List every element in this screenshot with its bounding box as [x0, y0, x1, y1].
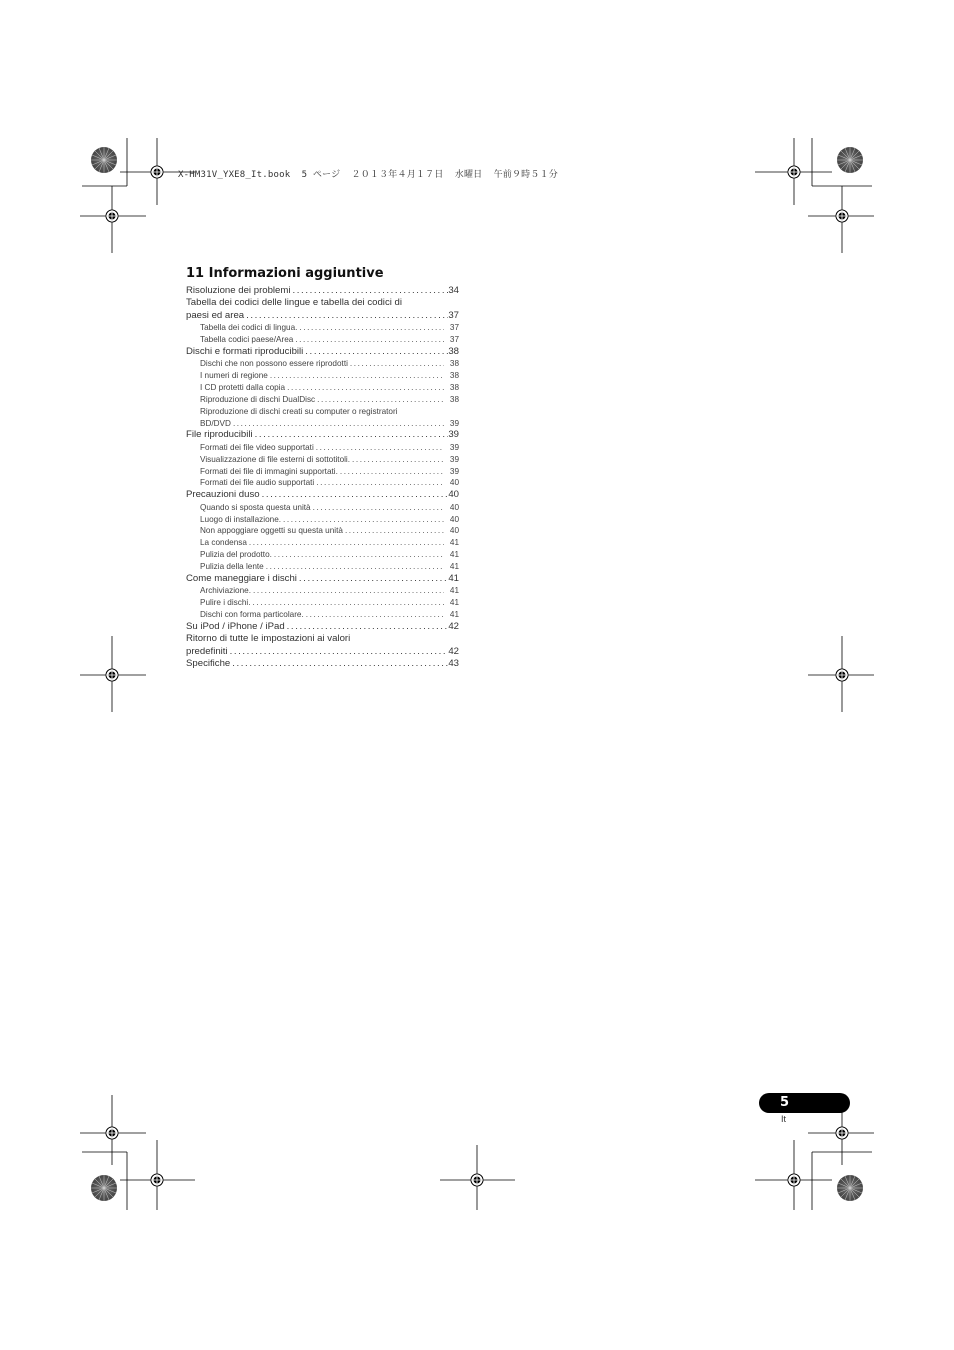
- toc-entry-page: 41: [449, 550, 459, 560]
- toc-entry-page: 41: [449, 538, 459, 548]
- toc-entry-page: 39: [449, 466, 459, 476]
- toc-entry-page: 37: [448, 309, 459, 321]
- toc-entry[interactable]: [186, 285, 459, 297]
- toc-entry-page: 43: [448, 658, 459, 669]
- page-number-badge: [759, 1093, 850, 1113]
- toc-subentry-line1[interactable]: Riproduzione di dischi creati su computer o registratori: [200, 406, 398, 416]
- toc-subentry[interactable]: [186, 358, 459, 370]
- toc-subentry[interactable]: [186, 466, 459, 478]
- toc-entry-title: Come maneggiare i dischi: [186, 573, 297, 585]
- toc-subentry[interactable]: [186, 514, 459, 526]
- toc-subentry[interactable]: [186, 442, 459, 454]
- toc-entry-title: BD/DVD: [200, 418, 231, 428]
- file-info-header: X-HM31V_YXE8_It.book 5 ページ ２０１３年４月１７日 水曜日 午前９時５１分: [178, 170, 558, 180]
- toc-subentry[interactable]: [186, 394, 459, 406]
- toc-subentry[interactable]: [186, 597, 459, 609]
- toc-entry-title: predefiniti: [186, 645, 228, 657]
- toc-subentry[interactable]: [186, 334, 459, 346]
- toc-entry-title: Risoluzione dei problemi: [186, 285, 291, 296]
- toc-entry-page: 39: [448, 429, 459, 441]
- toc-entry-title: I numeri di regione: [200, 370, 268, 380]
- toc-subentry[interactable]: [186, 454, 459, 466]
- toc-entry[interactable]: [186, 429, 459, 441]
- language-code: It: [781, 1114, 787, 1124]
- toc-entry-page: 34: [448, 285, 459, 296]
- toc-entry-page: 42: [448, 645, 459, 657]
- toc-entry-page: 37: [449, 334, 459, 344]
- toc-entry-title: Specifiche: [186, 658, 231, 669]
- toc-entry-title: Formati dei file di immagini supportati.: [200, 466, 338, 476]
- toc-entry-page: 40: [448, 489, 459, 501]
- toc-entry[interactable]: [186, 621, 459, 633]
- toc-subentry[interactable]: [186, 561, 459, 573]
- toc-entry-title: Non appoggiare oggetti su questa unità: [200, 526, 343, 536]
- toc-entry[interactable]: [186, 489, 459, 501]
- toc-entry-title: Dischi che non possono essere riprodotti: [200, 359, 348, 368]
- toc-entry-title: Luogo di installazione.: [200, 514, 282, 524]
- toc-entry-title: Archiviazione.: [200, 586, 251, 596]
- toc-entry-title: Precauzioni duso: [186, 489, 260, 501]
- toc-entry-page: 39: [449, 418, 459, 428]
- toc-entry-title: Tabella codici paese/Area: [200, 334, 294, 344]
- toc-entry-page: 38: [449, 382, 459, 392]
- toc-entry-page: 41: [448, 573, 459, 585]
- toc-subentry[interactable]: [186, 382, 459, 394]
- toc-entry-title: Dischi e formati riproducibili: [186, 345, 304, 357]
- toc-entry[interactable]: [186, 658, 459, 670]
- toc-entry-title: Pulire i dischi.: [200, 598, 251, 608]
- toc-entry-title: Riproduzione di dischi DualDisc: [200, 394, 316, 404]
- toc-entry-page: 42: [448, 621, 459, 633]
- toc-entry-title: Formati dei file audio supportati: [200, 478, 315, 488]
- toc-entry-page: 40: [449, 526, 459, 536]
- toc-entry-title: paesi ed area: [186, 309, 245, 321]
- toc-entry-page: 40: [449, 502, 459, 512]
- page-number: 5: [780, 1095, 790, 1110]
- toc-entry-line1[interactable]: Tabella dei codici delle lingue e tabella dei codici di: [186, 297, 402, 309]
- toc-entry-title: La condensa: [200, 538, 247, 548]
- toc-subentry[interactable]: [186, 549, 459, 561]
- toc-subentry[interactable]: [186, 370, 459, 382]
- table-of-contents: [186, 266, 459, 670]
- toc-subentry[interactable]: [186, 418, 459, 430]
- toc-entry[interactable]: [186, 346, 459, 358]
- toc-subentry[interactable]: [186, 502, 459, 514]
- toc-entry[interactable]: [186, 573, 459, 585]
- toc-entry[interactable]: [186, 646, 459, 658]
- toc-subentry[interactable]: [186, 585, 459, 597]
- toc-entry-title: Su iPod / iPhone / iPad: [186, 621, 285, 633]
- section-title: 11 Informazioni aggiuntive: [186, 266, 384, 281]
- toc-entry-title: Visualizzazione di file esterni di sottotitoli.: [200, 454, 351, 464]
- toc-entry-title: Formati dei file video supportati: [200, 442, 314, 452]
- toc-entry-title: Tabella dei codici di lingua.: [200, 322, 298, 332]
- toc-entry-title: File riproducibili: [186, 429, 253, 441]
- toc-entry-page: 41: [449, 610, 459, 620]
- toc-entry-page: 41: [449, 562, 459, 572]
- toc-entry-page: 38: [449, 359, 459, 368]
- toc-subentry[interactable]: [186, 477, 459, 489]
- toc-entry-title: Pulizia del prodotto.: [200, 550, 272, 560]
- toc-entry-page: 38: [449, 370, 459, 380]
- toc-subentry[interactable]: [186, 537, 459, 549]
- toc-entry-title: Quando si sposta questa unità: [200, 502, 311, 512]
- toc-entry-page: 41: [449, 598, 459, 608]
- toc-entry-page: 38: [448, 345, 459, 357]
- toc-entry-page: 37: [449, 322, 459, 332]
- toc-entry-title: Pulizia della lente: [200, 562, 264, 572]
- toc-subentry[interactable]: [186, 609, 459, 621]
- toc-entry-page: 39: [449, 454, 459, 464]
- toc-entry-page: 39: [449, 442, 459, 452]
- toc-subentry[interactable]: [186, 525, 459, 537]
- toc-entry-title: Dischi con forma particolare.: [200, 610, 304, 620]
- toc-entry-page: 40: [449, 514, 459, 524]
- toc-entry-page: 40: [449, 478, 459, 488]
- toc-entry[interactable]: [186, 310, 459, 322]
- toc-entry-page: 41: [449, 586, 459, 596]
- toc-entry-page: 38: [449, 394, 459, 404]
- toc-entry-line1[interactable]: Ritorno di tutte le impostazioni ai valori: [186, 633, 351, 645]
- toc-entry-title: I CD protetti dalla copia: [200, 382, 286, 392]
- toc-subentry[interactable]: [186, 322, 459, 334]
